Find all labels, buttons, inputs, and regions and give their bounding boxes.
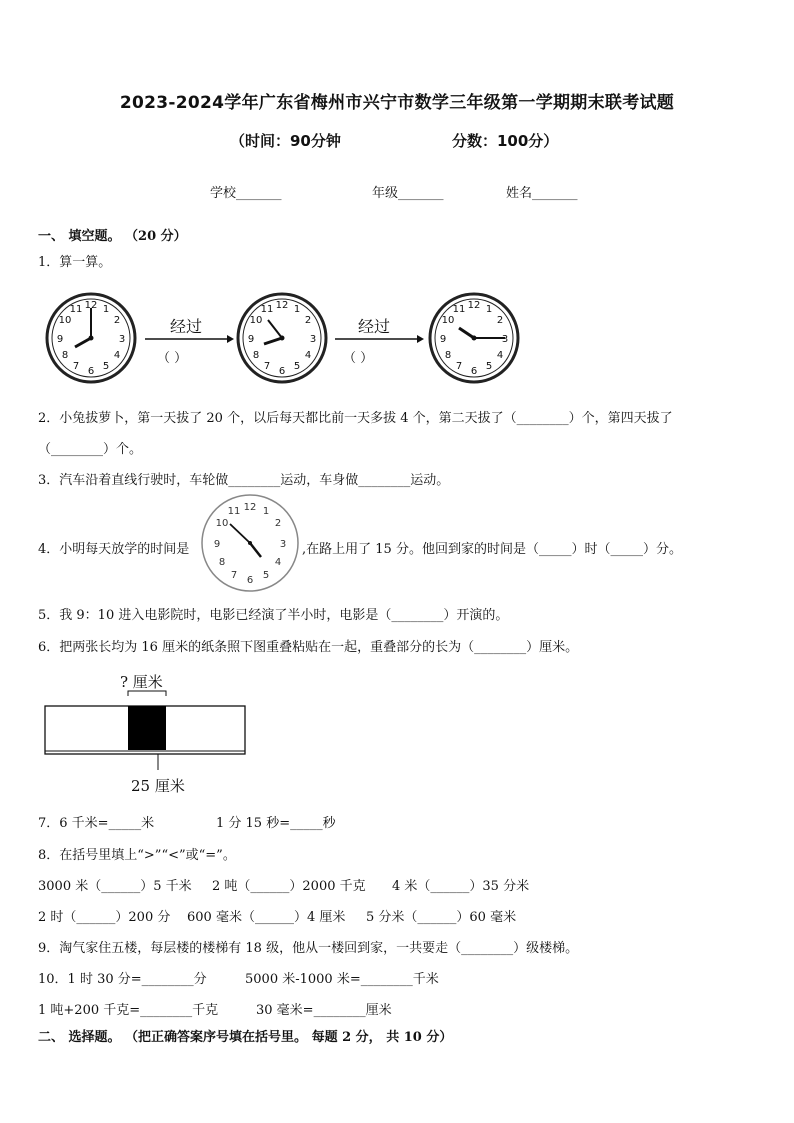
svg-text:6: 6 — [246, 575, 254, 586]
q8-row1-item2: 2 吨（______）2000 千克 — [212, 879, 366, 894]
q6-strip-diagram — [42, 690, 250, 770]
svg-text:2: 2 — [113, 315, 121, 326]
q8-row1-item3: 4 米（______）35 分米 — [392, 879, 530, 894]
time-limit: （时间：90分钟 — [230, 132, 341, 150]
name-field: 姓名_______ — [506, 186, 578, 201]
q1-arrow-1 — [143, 333, 235, 345]
q4-clock — [200, 493, 300, 593]
svg-text:1: 1 — [102, 304, 110, 315]
svg-text:9: 9 — [439, 334, 447, 345]
q1-label-1: 经过 — [170, 317, 203, 336]
svg-text:6: 6 — [278, 366, 286, 377]
svg-text:3: 3 — [279, 539, 287, 550]
question-7-a: 7．6 千米=_____米 — [38, 816, 155, 831]
question-10-a: 10．1 时 30 分=________分 — [38, 972, 207, 987]
q6-total-label: 25 厘米 — [131, 777, 185, 795]
svg-text:6: 6 — [470, 366, 478, 377]
svg-text:5: 5 — [485, 361, 493, 372]
clock-1 — [45, 292, 137, 384]
q1-label-2: 经过 — [358, 317, 391, 336]
svg-text:12: 12 — [275, 300, 289, 311]
svg-text:6: 6 — [87, 366, 95, 377]
question-3: 3．汽车沿着直线行驶时，车轮做________运动，车身做________运动。 — [38, 473, 450, 488]
question-6: 6．把两张长均为 16 厘米的纸条照下图重叠粘贴在一起，重叠部分的长为（________）厘米。 — [38, 640, 579, 655]
q1-arrow-2 — [333, 333, 425, 345]
question-4-part-1: 4．小明每天放学的时间是 — [38, 542, 190, 557]
svg-text:10: 10 — [441, 315, 455, 326]
svg-text:7: 7 — [230, 570, 238, 581]
page-title: 2023-2024学年广东省梅州市兴宁市数学三年级第一学期期末联考试题 — [119, 93, 675, 113]
question-10-d: 30 毫米=________厘米 — [256, 1003, 392, 1018]
clock-2-face — [236, 292, 328, 384]
q8-row1-item1: 3000 米（______）5 千米 — [38, 879, 192, 894]
clock-1-face — [45, 292, 137, 384]
svg-text:8: 8 — [444, 350, 452, 361]
svg-text:11: 11 — [69, 304, 83, 315]
clock-3 — [428, 292, 520, 384]
svg-text:5: 5 — [293, 361, 301, 372]
svg-text:1: 1 — [485, 304, 493, 315]
svg-text:12: 12 — [467, 300, 481, 311]
question-10-c: 1 吨+200 千克=________千克 — [38, 1003, 219, 1018]
svg-text:11: 11 — [260, 304, 274, 315]
question-2-line-2: （________）个。 — [38, 442, 143, 457]
grade-field: 年级_______ — [372, 186, 444, 201]
q8-row2-item3: 5 分米（______）60 毫米 — [366, 910, 517, 925]
svg-text:12: 12 — [243, 502, 257, 513]
q4-clock-face — [200, 493, 300, 593]
svg-text:1: 1 — [262, 506, 270, 517]
svg-text:11: 11 — [452, 304, 466, 315]
q1-blank-2: （ ） — [343, 351, 374, 366]
svg-text:5: 5 — [102, 361, 110, 372]
clock-3-face — [428, 292, 520, 384]
svg-text:10: 10 — [215, 518, 229, 529]
svg-text:2: 2 — [304, 315, 312, 326]
svg-text:9: 9 — [247, 334, 255, 345]
svg-text:4: 4 — [304, 350, 312, 361]
section-1-heading: 一、 填空题。 （20 分） — [38, 229, 187, 244]
clock-2 — [236, 292, 328, 384]
svg-text:1: 1 — [293, 304, 301, 315]
question-4-part-2: ,在路上用了 15 分。他回到家的时间是（_____）时（_____）分。 — [302, 542, 682, 557]
q8-row2-item1: 2 时（______）200 分 — [38, 910, 171, 925]
svg-text:7: 7 — [263, 361, 271, 372]
svg-text:2: 2 — [496, 315, 504, 326]
svg-text:4: 4 — [113, 350, 121, 361]
svg-text:2: 2 — [274, 518, 282, 529]
svg-text:7: 7 — [72, 361, 80, 372]
question-2-line-1: 2．小兔拔萝卜，第一天拔了 20 个，以后每天都比前一天多拔 4 个，第二天拔了（________）个，第四天拔了 — [38, 411, 673, 426]
svg-text:4: 4 — [274, 557, 282, 568]
question-1: 1．算一算。 — [38, 255, 112, 270]
question-10-b: 5000 米-1000 米=________千米 — [245, 972, 439, 987]
total-score: 分数：100分） — [452, 132, 559, 150]
svg-text:7: 7 — [455, 361, 463, 372]
school-field: 学校_______ — [210, 186, 282, 201]
svg-text:10: 10 — [58, 315, 72, 326]
svg-text:3: 3 — [309, 334, 317, 345]
svg-text:3: 3 — [501, 334, 509, 345]
svg-text:8: 8 — [252, 350, 260, 361]
svg-text:11: 11 — [227, 506, 241, 517]
question-8: 8．在括号里填上“>”“<”或“=”。 — [38, 848, 236, 863]
question-5: 5．我 9：10 进入电影院时，电影已经演了半小时，电影是（________）开演的。 — [38, 608, 509, 623]
svg-text:9: 9 — [56, 334, 64, 345]
svg-text:8: 8 — [218, 557, 226, 568]
question-9: 9．淘气家住五楼，每层楼的楼梯有 18 级，他从一楼回到家，一共要走（________）级楼梯。 — [38, 941, 579, 956]
q8-row2-item2: 600 毫米（______）4 厘米 — [187, 910, 346, 925]
svg-text:3: 3 — [118, 334, 126, 345]
svg-text:5: 5 — [262, 570, 270, 581]
svg-text:8: 8 — [61, 350, 69, 361]
svg-text:9: 9 — [213, 539, 221, 550]
svg-text:12: 12 — [84, 300, 98, 311]
svg-text:10: 10 — [249, 315, 263, 326]
svg-text:4: 4 — [496, 350, 504, 361]
section-2-heading: 二、 选择题。 （把正确答案序号填在括号里。 每题 2 分， 共 10 分） — [38, 1030, 453, 1045]
q1-blank-1: （ ） — [157, 351, 188, 366]
question-7-b: 1 分 15 秒=_____秒 — [216, 816, 336, 831]
q6-overlap-label: ? 厘米 — [120, 673, 163, 691]
